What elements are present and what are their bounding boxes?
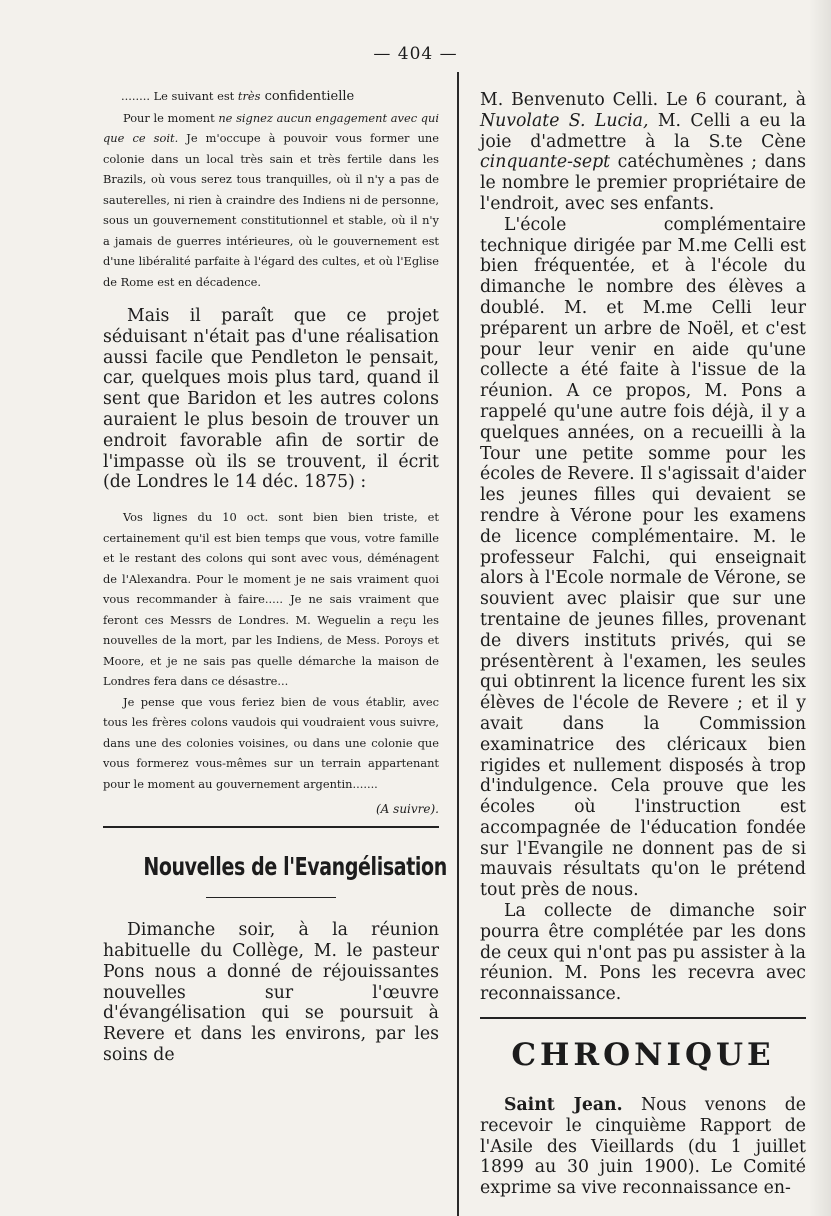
paragraph-saint-jean [480,1095,806,1199]
section-divider-right [480,1017,806,1019]
quote-lead-tail: confidentielle [260,89,355,104]
page-edge-shadow [809,0,831,1216]
celli-place: Nuvolate S. Lucia, [480,110,649,131]
page-number: — 404 — [373,44,458,64]
quote-lines: Vos lignes du 10 oct. sont bien bien triste, et certainement qu'il est bien temps que vous, votre famille et le restant des colons qui sont avec vous, déménagent de l'Alexandra. Pour le moment je ne sais vraiment quoi vous recommander à faire..... Je ne sais vraiment que feront ces Messrs de Londres. M. Weguelin a reçu les nouvelles de la mort, par les Indiens, de Mess. Poroys et Moore, et je ne sais pas quelle démarche la maison de Londres fera dans ce désastre... [103,510,439,689]
quote-lead-em: très [237,89,261,103]
heading-underline [206,897,336,898]
right-column [480,86,806,1199]
quote-lead: ........ Le suivant est [121,89,238,103]
celli-text-b: M. Celli a eu la joie d'admettre à la S.te Cène [480,110,806,152]
quote-rest: Je m'occupe à pouvoir vous former une colonie dans un local très sain et très fertile dans les Brazils, où vous serez tous tranquilles, où il n'y a pas de sauterelles, ni rien à craindre des Indiens ni de personne, sous un gouvernement constitutionnel et stable, où il n'y a jamais de guerres intérieures, où le gouvernement est d'une libéralité parfaite à l'égard des cultes, et où l'Eglise de Rome est en décadence. [103,131,439,289]
paragraph-dimanche: Dimanche soir, à la réunion habituelle du Collège, M. le pasteur Pons nous a donné de réjouissantes nouvelles sur l'œuvre d'évangélisation qui se poursuit à Revere et dans les environs, par les soins de [103,920,439,1065]
saint-jean-label: Saint Jean. [504,1095,623,1116]
celli-count: cinquante-sept [480,152,611,173]
left-column [103,86,447,1066]
column-divider [457,72,459,1216]
saint-jean-text: Nous venons de recevoir le cinquième Rapport de l'Asile des Vieillards (du 1 juillet 1899 au 30 juin 1900). Le Comité exprime sa vive reconnaissance en- [480,1095,806,1199]
paragraph-ecole: L'école complémentaire technique dirigée par M.me Celli est bien fréquentée, et à l'école du dimanche le nombre des élèves a doublé. M. et M.me Celli leur préparent un arbre de Noël, et c'est pour leur venir en aide qu'une collecte a été faite à l'issue de la réunion. A ce propos, M. Pons a rappelé qu'une autre fois déjà, il y a quelques années, on a recueilli à la Tour une petite somme pour les écoles de Revere. Il s'agissait d'aider les jeunes filles qui devaient se rendre à Vérone pour les examens de licence complémentaire. M. le professeur Falchi, qui enseignait alors à l'Ecole normale de Vérone, se souvient avec plaisir que sur une trentaine de jeunes filles, provenant de divers instituts privés, qui se présentèrent à l'examen, les seules qui obtinrent la licence furent les six élèves de l'école de Revere ; et il y avait dans la Commission examinatrice des cléricaux bien rigides et nullement disposés à trop d'indulgence. Cela prouve que les écoles où l'instruction est accompagnée de l'éducation fondée sur l'Evangile ne donnent pas de si mauvais résultats qu'on le prétend tout près de nous. [480,214,806,901]
heading-chronique: CHRONIQUE [511,1037,775,1074]
quote-confidential [121,86,439,108]
quote-line2: Pour le moment [123,110,219,125]
heading-evangelisation: Nouvelles de l'Evangélisation [143,852,447,882]
celli-text-c: catéchumènes ; dans le nombre le premier propriétaire de l'endroit, avec ses enfants. [480,152,806,214]
section-divider-left [103,826,439,828]
quote-establish: Je pense que vous feriez bien de vous établir, avec tous les frères colons vaudois qui voudraient vous suivre, dans une des colonies voisines, ou dans une colonie que vous formerez vous-mêmes sur un terrain appartenant pour le moment au gouvernement argentin....... [103,694,439,791]
paragraph-celli [480,90,806,215]
quote-line2-em: ne signez aucun engagement avec qui que ce soit. [103,110,440,145]
quote-confidential-body [103,108,439,293]
celli-text-a: M. Benvenuto Celli. Le 6 courant, à [480,90,806,110]
paragraph-pendleton: Mais il paraît que ce projet séduisant n'était pas d'une réalisation aussi facile que Pendleton le pensait, car, quelques mois plus tard, quand il sent que Baridon et les autres colons auraient le plus besoin de trouver un endroit favorable afin de sortir de l'impasse où ils se trouvent, il écrit (de Londres le 14 déc. 1875) : [103,306,439,493]
paragraph-collecte: La collecte de dimanche soir pourra être complétée par les dons de ceux qui n'ont pas pu assister à la réunion. M. Pons les recevra avec reconnaissance. [480,901,806,1005]
to-be-continued: (A suivre). [376,802,439,817]
